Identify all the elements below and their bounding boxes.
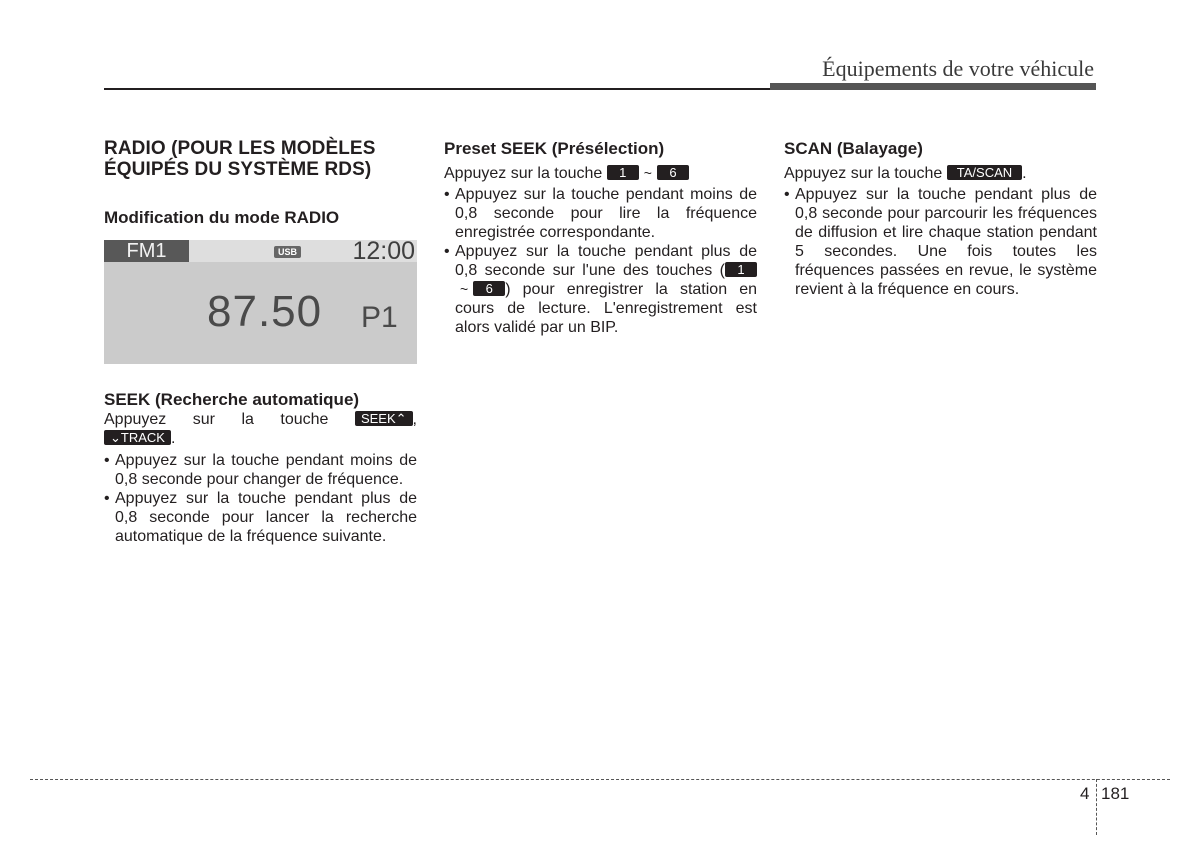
display-preset: P1 [361, 301, 398, 334]
section-title [104, 138, 417, 180]
preset-key-1-inline: 1 [725, 262, 757, 277]
preset-bullet2-part2: pour enregistrer la station en cours de lecture. L'enregistrement est alors validé par un BIP. [455, 281, 757, 336]
header-rule [104, 88, 770, 90]
seek-bullet-list [104, 451, 417, 546]
running-header: Équipements de votre véhicule [822, 56, 1094, 81]
scan-intro-text: Appuyez sur la touche [784, 165, 943, 182]
display-band: FM1 [104, 240, 189, 262]
chevron-down-icon: ⌄ [110, 430, 121, 445]
display-clock: 12:00 [352, 237, 415, 265]
list-item: • Appuyez sur la touche pendant plus de 0,8 seconde pour parcourir les fréquences de diffusion et lire chaque station pendant 5 secondes. Une fois toutes les fréquences passées en revue, le système revient à la fréquence en cours. [784, 185, 1097, 299]
chapter-number: 4 [1080, 784, 1090, 803]
range-tilde-inline: ~ [460, 281, 469, 297]
list-item: • Appuyez sur la touche pendant moins de 0,8 seconde pour lire la fréquence enregistrée correspondante. [444, 185, 757, 242]
seek-up-key-label: SEEK [360, 411, 396, 426]
preset-intro-line [444, 164, 757, 183]
track-down-key [104, 430, 171, 445]
chevron-up-icon: ⌃ [395, 411, 407, 426]
mode-heading: Modification du mode RADIO [104, 208, 340, 227]
footer-divider [1096, 779, 1097, 835]
radio-display [104, 237, 417, 364]
usb-icon: USB [274, 246, 301, 258]
preset-key-6-inline: 6 [473, 281, 505, 296]
preset-heading: Preset SEEK (Présélection) [444, 139, 665, 158]
preset-bullet-list [444, 185, 757, 337]
scan-bullet-list [784, 185, 1097, 299]
section-title-line2: ÉQUIPÉS DU SYSTÈME RDS) [104, 159, 372, 180]
header-rule-accent [770, 83, 1096, 90]
page-number: 181 [1101, 784, 1130, 803]
seek-up-key [355, 411, 413, 426]
section-title-line1: RADIO (POUR LES MODÈLES [104, 138, 376, 159]
scan-heading: SCAN (Balayage) [784, 139, 923, 158]
display-frequency: 87.50 [207, 287, 323, 336]
ta-scan-key: TA/SCAN [947, 165, 1022, 180]
seek-intro-line2: ⌄TRACK . [104, 429, 417, 448]
list-item: • Appuyez sur la touche pendant moins de 0,8 seconde pour changer de fréquence. [104, 451, 417, 489]
scan-intro-line: Appuyez sur la touche TA/SCAN . [784, 165, 1027, 182]
list-item: • Appuyez sur la touche pendant plus de 0,8 seconde pour lancer la recherche automatique de la fréquence suivante. [104, 489, 417, 546]
seek-intro-line: Appuyez sur la touche SEEK⌃ , [104, 411, 417, 428]
preset-bullet2-part1: Appuyez sur la touche pendant plus de 0,8 seconde sur l'une des touches [455, 243, 757, 279]
preset-intro-text: Appuyez sur la touche [444, 165, 603, 182]
seek-heading: SEEK (Recherche automatique) [104, 390, 360, 409]
preset-key-6: 6 [657, 165, 689, 180]
footer-rule [30, 779, 1170, 780]
column-left [104, 138, 417, 546]
list-item: • Appuyez sur la touche pendant plus de 0,8 seconde sur l'une des touches ( 1~ 6 ) pour enregistrer la station en cours de lecture. L'enregistrement est alors validé par un BIP. [444, 242, 757, 337]
column-right [784, 138, 1097, 299]
seek-intro-text: Appuyez sur la touche [104, 411, 329, 428]
column-middle [444, 138, 757, 337]
track-down-key-label: TRACK [120, 430, 165, 445]
preset-key-1: 1 [607, 165, 639, 180]
range-tilde: ~ [643, 165, 652, 181]
